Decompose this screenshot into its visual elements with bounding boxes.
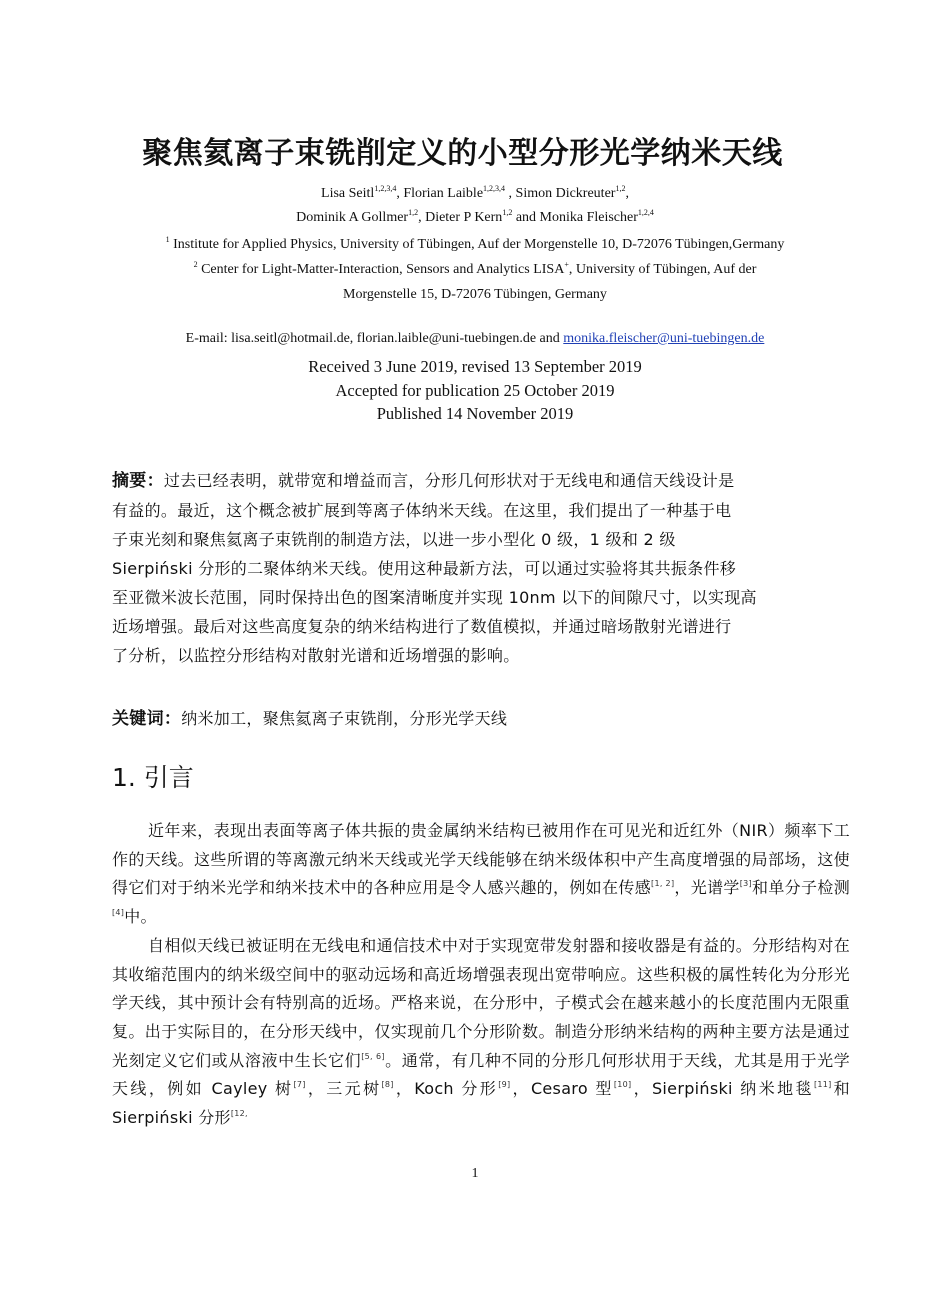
citation: [10] [613, 1080, 632, 1090]
abstract-line: 了分析，以监控分形结构对散射光谱和近场增强的影响。 [112, 646, 520, 665]
author-name: and Monika Fleischer [512, 210, 638, 225]
author-affiliation-mark: 1,2,3,4 [483, 184, 506, 193]
paragraph-text: ，Koch 分形 [393, 1079, 499, 1099]
abstract-line: 至亚微米波长范围，同时保持出色的图案清晰度并实现 10nm 以下的间隙尺寸，以实现高 [112, 588, 757, 607]
paragraph-text: 自相似天线已被证明在无线电和通信技术中对于实现宽带发射器和接收器是有益的。分形结构对在其收缩范围内的纳米级空间中的驱动远场和高近场增强表现出宽带响应。这些积极的属性转化为分形光学天线，其中预计会有特别高的近场。严格来说，在分形中，子模式会在越来越小的长度范围内无限重复。出于实际目的，在分形天线中，仅实现前几个分形阶数。制造分形纳米结构的两种主要方法是通过光刻定义它们或从溶液中生长它们 [112, 935, 850, 1070]
author-affiliation-mark: 1,2 [502, 208, 513, 217]
section-heading-introduction: 1. 引言 [112, 763, 194, 792]
citation: [3] [739, 879, 752, 889]
citation: [12, [230, 1109, 248, 1119]
author-name: , Dieter P Kern [418, 210, 503, 225]
abstract [112, 466, 842, 670]
keywords [112, 705, 842, 733]
paragraph-text: ，Sierpiński 纳米地毯 [631, 1079, 814, 1099]
author-name: Lisa Seitl [321, 186, 375, 201]
paragraph-text: ，三元树 [305, 1079, 382, 1099]
paragraph-text: 和 Sierpiński 分形 [112, 1079, 850, 1128]
author-name: Dominik A Gollmer [296, 210, 409, 225]
author-affiliation-mark: 1,2,4 [637, 208, 654, 217]
published-date: Published 14 November 2019 [376, 404, 574, 423]
citation: [11] [813, 1080, 832, 1090]
abstract-line: 有益的。最近，这个概念被扩展到等离子体纳米天线。在这里，我们提出了一种基于电 [112, 501, 732, 520]
citation: [4] [112, 908, 125, 918]
affiliation-2 [60, 257, 890, 307]
author-name: , Simon Dickreuter [505, 186, 616, 201]
paragraph-text: 近年来，表现出表面等离子体共振的贵金属纳米结构已被用作在可见光和近红外（NIR）频率下工作的天线。这些所谓的等离激元纳米天线或光学天线能够在纳米级体积中产生高度增强的局部场，这使得它们对于纳米光学和纳米技术中的各种应用是令人感兴趣的，例如在传感 [112, 821, 850, 898]
paper-title: 聚焦氦离子束铣削定义的小型分形光学纳米天线 [142, 136, 783, 171]
paragraph [112, 817, 850, 932]
author-name: , Florian Laible [396, 186, 484, 201]
page-number: 1 [471, 1166, 479, 1181]
author-line-1 [0, 182, 925, 205]
author-affiliation-mark: 1,2 [615, 184, 626, 193]
affiliation-1 [60, 232, 890, 257]
accepted-date: Accepted for publication 25 October 2019 [335, 380, 615, 400]
paragraph-text: 和单分子检测 [751, 878, 850, 898]
affiliation-text: , University of Tübingen, Auf der [568, 262, 757, 277]
citation: [9] [498, 1080, 511, 1090]
paragraph-text: ，光谱学 [674, 878, 740, 898]
author-line-2 [0, 206, 925, 229]
keywords-label: 关键词： [112, 709, 182, 729]
citation: [7] [293, 1080, 306, 1090]
affiliation-mark: 1 [165, 235, 170, 244]
affiliation-text: Institute for Applied Physics, University of Tübingen, Auf der Morgenstelle 10, D-72076 Tübingen,Germany [169, 237, 785, 252]
affiliation-text: Center for Light-Matter-Interaction, Sensors and Analytics LISA [197, 262, 565, 277]
publication-dates [0, 355, 925, 426]
affiliation-text: Morgenstelle 15, D-72076 Tübingen, Germany [343, 287, 607, 302]
citation: [5, 6] [361, 1051, 385, 1061]
abstract-line: 近场增强。最后对这些高度复杂的纳米结构进行了数值模拟，并通过暗场散射光谱进行 [112, 617, 732, 636]
paragraph-text: ，Cesaro 型 [510, 1079, 614, 1099]
author-affiliation-mark: 1,2 [408, 208, 419, 217]
citation: [8] [381, 1080, 394, 1090]
citation: [1, 2] [651, 879, 675, 889]
paragraph-text: 。通常，有几种不同的分形几何形状用于天线，尤其是用于光学天线，例如 Cayley 树 [112, 1050, 850, 1099]
introduction-body [112, 817, 850, 1133]
abstract-label: 摘要： [112, 471, 164, 491]
email-line [0, 331, 925, 347]
abstract-line: 过去已经表明，就带宽和增益而言，分形几何形状对于无线电和通信天线设计是 [163, 471, 735, 490]
lisa-plus-mark: + [564, 260, 569, 269]
abstract-line: Sierpiński 分形的二聚体纳米天线。使用这种最新方法，可以通过实验将其共振条件移 [112, 559, 737, 578]
email-prefix: E-mail: lisa.seitl@hotmail.de, florian.laible@uni-tuebingen.de and [185, 331, 564, 346]
author-separator: , [625, 186, 629, 201]
author-affiliation-mark: 1,2,3,4 [374, 184, 397, 193]
paragraph [112, 932, 850, 1133]
received-date: Received 3 June 2019, revised 13 September 2019 [308, 357, 642, 376]
keywords-text: 纳米加工，聚焦氦离子束铣削，分形光学天线 [181, 709, 508, 728]
affiliation-mark: 2 [193, 260, 198, 269]
paragraph-text: 中。 [124, 907, 157, 927]
email-link[interactable]: monika.fleischer@uni-tuebingen.de [563, 331, 765, 346]
abstract-line: 子束光刻和聚焦氦离子束铣削的制造方法，以进一步小型化 0 级，1 级和 2 级 [112, 530, 676, 549]
